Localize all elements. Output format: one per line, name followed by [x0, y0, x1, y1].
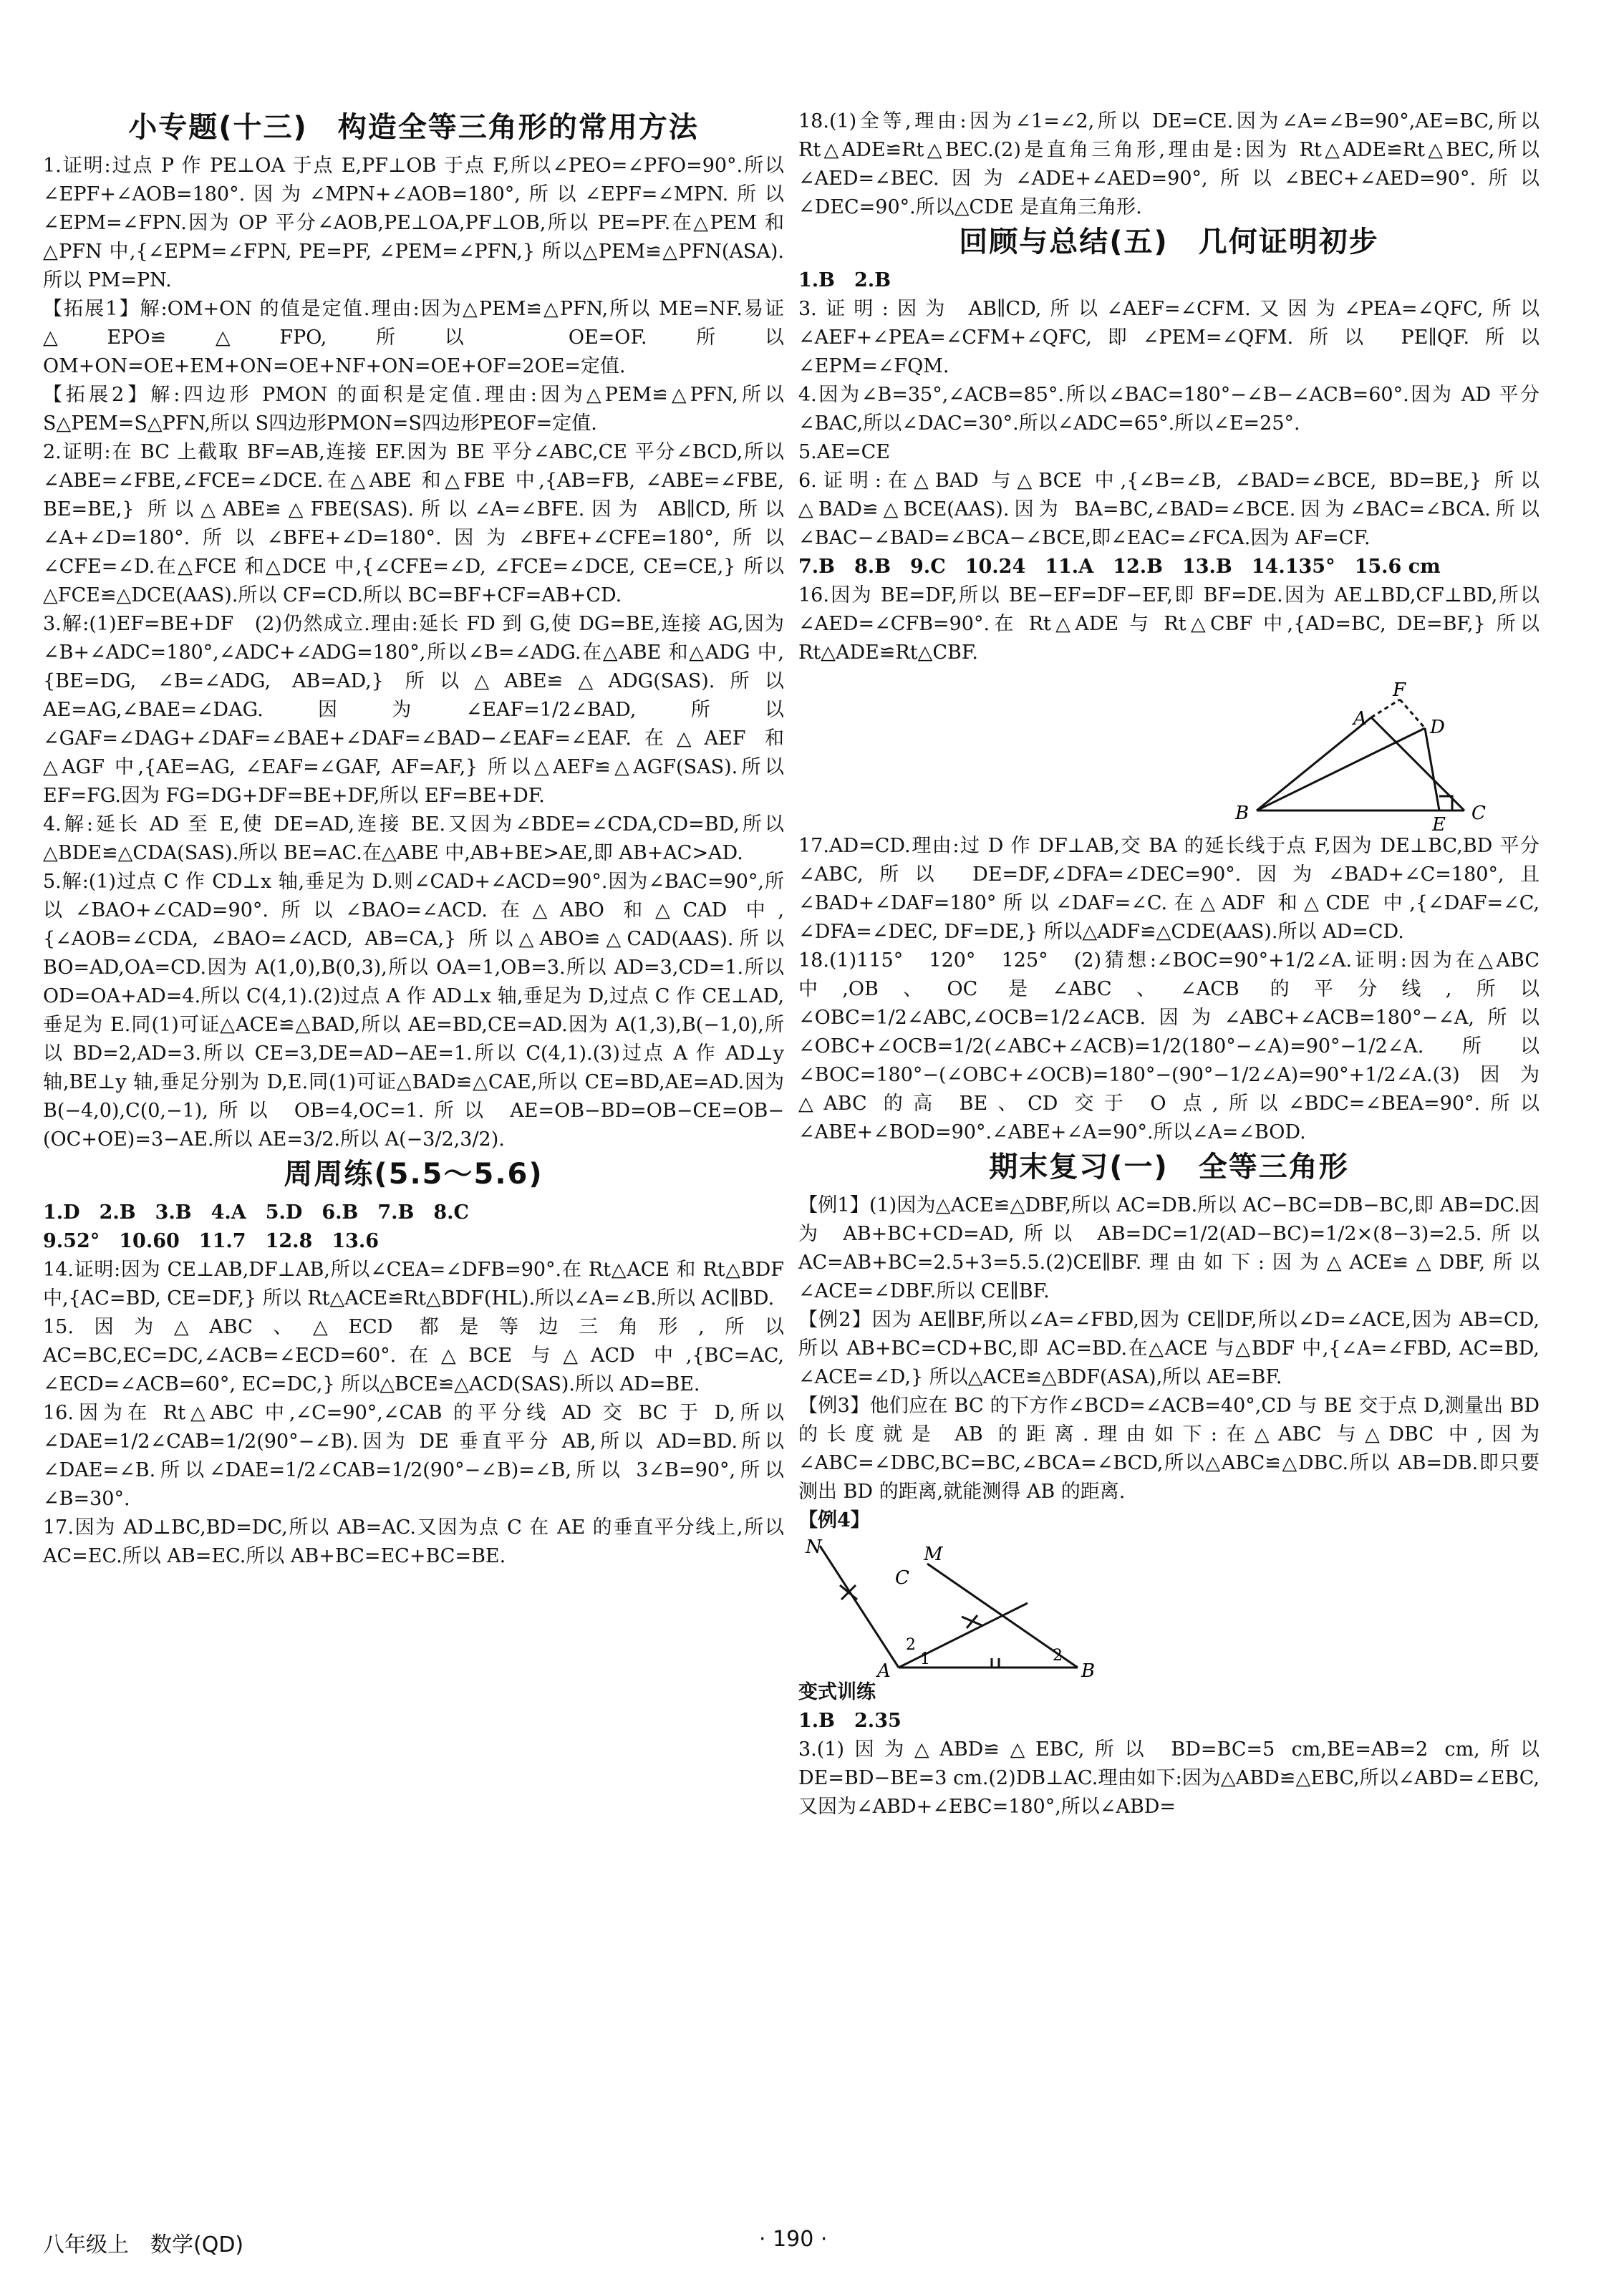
choice-answers: 1.B 2.B: [798, 269, 891, 291]
figure-example-4-block: [798, 1535, 1540, 1678]
choice-answers: 1.D 2.B 3.B 4.A 5.D 6.B 7.B 8.C: [43, 1201, 470, 1224]
fig4-label-C: C: [895, 1567, 909, 1589]
answer-paragraph: 3.解:(1)EF=BE+DF (2)仍然成立.理由:延长 FD 到 G,使 DG=BE,连接 AG,因为∠B+∠ADC=180°,∠ADC+∠ADG=180°,所以∠B=∠ADG.在△ABE 和△ADG 中,{BE=DG, ∠B=∠ADG, AB=AD,} 所以△ABE≌△ADG(SAS).所以 AE=AG,∠BAE=∠DAG.因为∠EAF=1/2∠BAD,所以∠GAF=∠DAG+∠DAF=∠BAE+∠DAF=∠BAD−∠EAF=∠EAF.在△AEF 和△AGF 中,{AE=AG, ∠EAF=∠GAF, AF=AF,} 所以△AEF≌△AGF(SAS).所以 EF=FG.因为 FG=DG+DF=BE+DF,所以 EF=BE+DF.: [43, 613, 784, 807]
figure-17-block: [798, 667, 1540, 832]
fig4-label-N: N: [806, 1537, 822, 1558]
section-title-weekly-practice: 周周练(5.5～5.6): [284, 1158, 543, 1191]
section-title-review-5: 回顾与总结(五) 几何证明初步: [959, 226, 1379, 258]
fig4-label-M: M: [924, 1544, 943, 1565]
fig4-angle-2a: 2: [906, 1636, 916, 1654]
answer-paragraph: 1.证明:过点 P 作 PE⊥OA 于点 E,PF⊥OB 于点 F,所以∠PEO=∠PFO=90°.所以∠EPF+∠AOB=180°.因为∠MPN+∠AOB=180°,所以∠EPF=∠MPN.所以∠EPM=∠FPN.因为 OP 平分∠AOB,PE⊥OA,PF⊥OB,所以 PE=PF.在△PEM 和△PFN 中,{∠EPM=∠FPN, PE=PF, ∠PEM=∠PFN,} 所以△PEM≌△PFN(ASA).所以 PM=PN.: [43, 155, 784, 291]
left-column: [43, 107, 784, 1571]
fig4-label-A: A: [877, 1660, 891, 1678]
answer-paragraph: 【例2】因为 AE∥BF,所以∠A=∠FBD,因为 CE∥DF,所以∠D=∠ACE,因为 AB=CD,所以 AB+BC=CD+BC,即 AC=BD.在△ACE 与△BDF 中,{∠A=∠FBD, AC=BD, ∠ACE=∠D,} 所以△ACE≌△BDF(ASA),所以 AE=BF.: [798, 1309, 1540, 1388]
answer-paragraph: 3.(1)因为△ABD≌△EBC,所以 BD=BC=5 cm,BE=AB=2 cm,所以 DE=BD−BE=3 cm.(2)DB⊥AC.理由如下:因为△ABD≌△EBC,所以∠ABD=∠EBC,又因为∠ABD+∠EBC=180°,所以∠ABD=: [798, 1738, 1540, 1818]
answer-paragraph: 16.因为 BE=DF,所以 BE−EF=DF−EF,即 BF=DE.因为 AE⊥BD,CF⊥BD,所以∠AED=∠CFB=90°.在 Rt△ADE 与 Rt△CBF 中,{AD=BC, DE=BF,} 所以 Rt△ADE≌Rt△CBF.: [798, 584, 1540, 664]
answer-paragraph: 5.AE=CE: [798, 441, 890, 463]
fig17-label-E: E: [1432, 814, 1446, 832]
variant-training-title: 变式训练: [798, 1681, 876, 1703]
answer-paragraph: 6.证明:在△BAD 与△BCE 中,{∠B=∠B, ∠BAD=∠BCE, BD=BE,} 所以△BAD≌△BCE(AAS).因为 BA=BC,∠BAD=∠BCE.因为∠BAC=∠BCA.所以∠BAC−∠BAD=∠BCA−∠BCE,即∠EAC=∠FCA.因为 AF=CF.: [798, 470, 1540, 549]
answer-paragraph: 【拓展1】解:OM+ON 的值是定值.理由:因为△PEM≌△PFN,所以 ME=NF.易证△EPO≌△FPO,所以 OE=OF.所以 OM+ON=OE+EM+ON=OE+NF+ON=OE+OF=2OE=定值.: [43, 298, 784, 377]
fig17-label-F: F: [1393, 679, 1406, 701]
fill-answers: 9.52° 10.60 11.7 12.8 13.6: [43, 1230, 380, 1252]
choice-answers: 1.B 2.35: [798, 1710, 902, 1732]
section-title-final-review-1: 期末复习(一) 全等三角形: [989, 1151, 1349, 1184]
answer-paragraph: 【拓展2】解:四边形 PMON 的面积是定值.理由:因为△PEM≌△PFN,所以 S△PEM=S△PFN,所以 S四边形PMON=S四边形PEOF=定值.: [43, 384, 784, 435]
page-number: · 190 ·: [759, 2227, 828, 2252]
section-title-topic-13: 小专题(十三) 构造全等三角形的常用方法: [128, 111, 699, 144]
answer-paragraph: 17.因为 AD⊥BC,BD=DC,所以 AB=AC.又因为点 C 在 AE 的垂直平分线上,所以 AC=EC.所以 AB=EC.所以 AB+BC=EC+BC=BE.: [43, 1516, 784, 1567]
answer-paragraph: 18.(1)115° 120° 125° (2)猜想:∠BOC=90°+1/2∠A.证明:因为在△ABC 中,OB、OC 是∠ABC、∠ACB 的平分线,所以∠OBC=1/2∠ABC,∠OCB=1/2∠ACB.因为∠ABC+∠ACB=180°−∠A,所以∠OBC+∠OCB=1/2(∠ABC+∠ACB)=1/2(180°−∠A)=90°−1/2∠A.所以∠BOC=180°−(∠OBC+∠OCB)=180°−(90°−1/2∠A)=90°+1/2∠A.(3)因为△ABC 的高 BE、CD 交于 O 点,所以∠BDC=∠BEA=90°.所以∠ABE+∠BOD=90°.∠ABE+∠A=90°.所以∠A=∠BOD.: [798, 949, 1540, 1143]
answer-paragraph: 【例1】(1)因为△ACE≌△DBF,所以 AC=DB.所以 AC−BC=DB−BC,即 AB=DC.因为 AB+BC+CD=AD,所以 AB=DC=1/2(AD−BC)=1/2×(8−3)=2.5.所以 AC=AB+BC=2.5+3=5.5.(2)CE∥BF.理由如下:因为△ACE≌△DBF,所以∠ACE=∠DBF.所以 CE∥BF.: [798, 1194, 1540, 1302]
answer-paragraph: 14.证明:因为 CE⊥AB,DF⊥AB,所以∠CEA=∠DFB=90°.在 Rt△ACE 和 Rt△BDF 中,{AC=BD, CE=DF,} 所以 Rt△ACE≌Rt△BDF(HL).所以∠A=∠B.所以 AC∥BD.: [43, 1259, 784, 1310]
footer-book-label: 八年级上 数学(QD): [43, 2232, 244, 2257]
example-4-label: 【例4】: [798, 1509, 870, 1531]
answer-paragraph: 5.解:(1)过点 C 作 CD⊥x 轴,垂足为 D.则∠CAD+∠ACD=90°.因为∠BAC=90°,所以∠BAO+∠CAD=90°.所以∠BAO=∠ACD.在△ABO 和△CAD 中,{∠AOB=∠CDA, ∠BAO=∠ACD, AB=CA,} 所以△ABO≌△CAD(AAS).所以 BO=AD,OA=CD.因为 A(1,0),B(0,3),所以 OA=1,OB=3.所以 AD=3,CD=1.所以 OD=OA+AD=4.所以 C(4,1).(2)过点 A 作 AD⊥x 轴,垂足为 D,过点 C 作 CE⊥AD,垂足为 E.同(1)可证△ACE≌△BAD,所以 AE=BD,CE=AD.因为 A(1,3),B(−1,0),所以 BD=2,AD=3.所以 CE=3,DE=AD−AE=1.所以 C(4,1).(3)过点 A 作 AD⊥y 轴,BE⊥y 轴,垂足分别为 D,E.同(1)可证△BAD≌△CAE,所以 CE=BD,AE=AD.因为 B(−4,0),C(0,−1),所以 OB=4,OC=1.所以 AE=OB−BD=OB−CE=OB−(OC+OE)=3−AE.所以 AE=3/2.所以 A(−3/2,3/2).: [43, 871, 784, 1151]
answer-paragraph: 17.AD=CD.理由:过 D 作 DF⊥AB,交 BA 的延长线于点 F,因为 DE⊥BC,BD 平分∠ABC,所以 DE=DF,∠DFA=∠DEC=90°.因为∠BAD+∠C=180°,且∠BAD+∠DAF=180°所以∠DAF=∠C.在△ADF 和△CDE 中,{∠DAF=∠C, ∠DFA=∠DEC, DF=DE,} 所以△ADF≌△CDE(AAS).所以 AD=CD.: [798, 835, 1540, 943]
answer-paragraph: 15.因为△ABC、△ECD 都是等边三角形,所以 AC=BC,EC=DC,∠ACB=∠ECD=60°.在△BCE 与△ACD 中,{BC=AC, ∠ECD=∠ACB=60°, EC=DC,} 所以△BCE≌△ACD(SAS).所以 AD=BE.: [43, 1316, 784, 1395]
answer-paragraph: 3.证明:因为 AB∥CD,所以∠AEF=∠CFM.又因为∠PEA=∠QFC,所以∠AEF+∠PEA=∠CFM+∠QFC,即∠PEM=∠QFM.所以 PE∥QF.所以∠EPM=∠FQM.: [798, 298, 1540, 377]
fig17-label-C: C: [1471, 803, 1486, 824]
fig4-angle-1: 1: [920, 1650, 930, 1668]
answer-paragraph: 4.因为∠B=35°,∠ACB=85°.所以∠BAC=180°−∠B−∠ACB=60°.因为 AD 平分∠BAC,所以∠DAC=30°.所以∠ADC=65°.所以∠E=25°.: [798, 384, 1540, 435]
answer-paragraph: 【例3】他们应在 BC 的下方作∠BCD=∠ACB=40°,CD 与 BE 交于点 D,测量出 BD 的长度就是 AB 的距离.理由如下:在△ABC 与△DBC 中,因为∠ABC=∠DBC,BC=BC,∠BCA=∠BCD,所以△ABC≌△DBC.所以 AB=DB.即只要测出 BD 的距离,就能测得 AB 的距离.: [798, 1395, 1540, 1503]
answer-paragraph: 16.因为在 Rt△ABC 中,∠C=90°,∠CAB 的平分线 AD 交 BC 于 D,所以∠DAE=1/2∠CAB=1/2(90°−∠B).因为 DE 垂直平分 AB,所以 AD=BD.所以∠DAE=∠B.所以∠DAE=1/2∠CAB=1/2(90°−∠B)=∠B,所以 3∠B=90°,所以∠B=30°.: [43, 1402, 784, 1510]
fig4-label-B: B: [1081, 1660, 1096, 1678]
fig17-label-D: D: [1430, 717, 1445, 738]
answer-paragraph: 2.证明:在 BC 上截取 BF=AB,连接 EF.因为 BE 平分∠ABC,CE 平分∠BCD,所以∠ABE=∠FBE,∠FCE=∠DCE.在△ABE 和△FBE 中,{AB=FB, ∠ABE=∠FBE, BE=BE,} 所以△ABE≌△FBE(SAS).所以∠A=∠BFE.因为 AB∥CD,所以∠A+∠D=180°.所以∠BFE+∠D=180°.因为∠BFE+∠CFE=180°,所以∠CFE=∠D.在△FCE 和△DCE 中,{∠CFE=∠D, ∠FCE=∠DCE, CE=CE,} 所以△FCE≌△DCE(AAS).所以 CF=CD.所以 BC=BF+CF=AB+CD.: [43, 441, 784, 606]
figure-17-triangle: [798, 667, 1540, 832]
choice-answers: 7.B 8.B 9.C 10.24 11.A 12.B 13.B 14.135° 15.6 cm: [798, 556, 1441, 578]
fig17-label-A: A: [1353, 708, 1367, 730]
figure-example-4-construction: [798, 1535, 1540, 1678]
answer-paragraph: 18.(1)全等,理由:因为∠1=∠2,所以 DE=CE.因为∠A=∠B=90°,AE=BC,所以 Rt△ADE≌Rt△BEC.(2)是直角三角形,理由是:因为 Rt△ADE≌Rt△BEC,所以∠AED=∠BEC.因为∠ADE+∠AED=90°,所以∠BEC+∠AED=90°.所以∠DEC=90°.所以△CDE 是直角三角形.: [798, 110, 1540, 218]
fig17-label-B: B: [1235, 803, 1250, 824]
answer-paragraph: 4.解:延长 AD 至 E,使 DE=AD,连接 BE.又因为∠BDE=∠CDA,CD=BD,所以△BDE≌△CDA(SAS).所以 BE=AC.在△ABE 中,AB+BE>AE,即 AB+AC>AD.: [43, 813, 784, 864]
fig4-angle-2b: 2: [1053, 1647, 1063, 1665]
right-column: [798, 107, 1540, 1821]
